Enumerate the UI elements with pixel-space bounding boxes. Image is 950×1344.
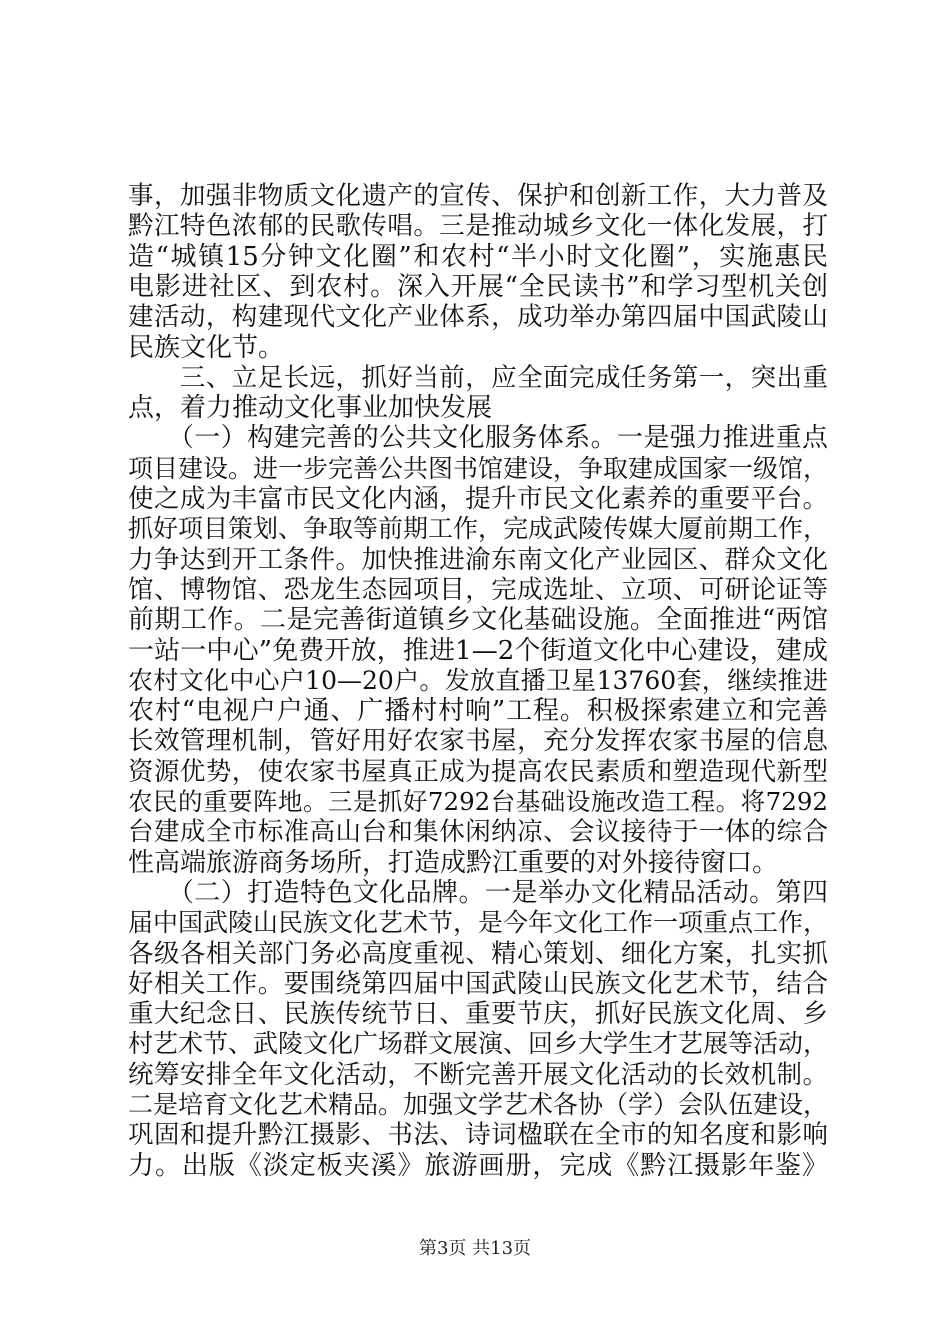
text-line: 农民的重要阵地。三是抓好7292台基础设施改造工程。将7292 (128, 787, 828, 816)
text-line: 力争达到开工条件。加快推进渝东南文化产业园区、群众文化 (128, 544, 828, 575)
text-line: 好相关工作。要围绕第四届中国武陵山民族文化艺术节，结合 (128, 968, 828, 999)
text-line: 馆、博物馆、恐龙生态园项目，完成选址、立项、可研论证等 (128, 574, 828, 605)
text-line: 届中国武陵山民族文化艺术节，是今年文化工作一项重点工作， (128, 908, 829, 938)
text-line: 使之成为丰富市民文化内涵，提升市民文化素养的重要平台。 (128, 484, 828, 514)
text-line: 资源优势，使农家书屋真正成为提高农民素质和塑造现代新型 (128, 756, 828, 787)
text-line: 二是培育文化艺术精品。加强文学艺术各协（学）会队伍建设， (128, 1090, 829, 1119)
text-line: 力。出版《淡定板夹溪》旅游画册，完成《黔江摄影年鉴》 (128, 1150, 828, 1181)
page-footer: 第3页 共13页 (418, 1238, 532, 1259)
text-line: 项目建设。进一步完善公共图书馆建设，争取建成国家一级馆， (128, 453, 829, 483)
text-line: 点，着力推动文化事业加快发展 (128, 393, 493, 424)
text-line: 黔江特色浓郁的民歌传唱。三是推动城乡文化一体化发展，打 (128, 211, 828, 242)
text-line: 民族文化节。 (128, 332, 285, 363)
text-line: 电影进社区、到农村。深入开展“全民读书”和学习型机关创 (128, 271, 828, 302)
text-line: 重大纪念日、民族传统节日、重要节庆，抓好民族文化周、乡 (128, 999, 828, 1030)
text-line: 性高端旅游商务场所，打造成黔江重要的对外接待窗口。 (128, 847, 779, 878)
text-line: 农村文化中心户10—20户。发放直播卫星13760套，继续推进 (128, 665, 828, 695)
text-line: 抓好项目策划、争取等前期工作，完成武陵传媒大厦前期工作， (128, 514, 829, 544)
text-line: 事，加强非物质文化遗产的宣传、保护和创新工作，大力普及 (128, 181, 828, 211)
text-line: 统筹安排全年文化活动，不断完善开展文化活动的长效机制。 (128, 1059, 828, 1090)
text-line: 一站一中心”免费开放，推进1—2个街道文化中心建设，建成 (128, 635, 828, 666)
text-line: 巩固和提升黔江摄影、书法、诗词楹联在全市的知名度和影响 (128, 1120, 828, 1151)
text-line: 三、立足长远，抓好当前，应全面完成任务第一，突出重 (128, 362, 828, 393)
text-line: 村艺术节、武陵文化广场群文展演、回乡大学生才艺展等活动， (128, 1029, 829, 1059)
text-line: （一）构建完善的公共文化服务体系。一是强力推进重点 (128, 423, 828, 454)
text-line: （二）打造特色文化品牌。一是举办文化精品活动。第四 (128, 877, 828, 908)
text-line: 长效管理机制，管好用好农家书屋，充分发挥农家书屋的信息 (128, 726, 828, 757)
text-line: 各级各相关部门务必高度重视、精心策划、细化方案，扎实抓 (128, 938, 828, 969)
text-line: 造“城镇15分钟文化圈”和农村“半小时文化圈”，实施惠民 (128, 241, 828, 272)
text-line: 台建成全市标准高山台和集休闲纳凉、会议接待于一体的综合 (128, 817, 828, 848)
text-line: 前期工作。二是完善街道镇乡文化基础设施。全面推进“两馆 (128, 605, 828, 636)
text-line: 建活动，构建现代文化产业体系，成功举办第四届中国武陵山 (128, 302, 828, 333)
text-line: 农村“电视户户通、广播村村响”工程。积极探索建立和完善 (128, 696, 828, 727)
